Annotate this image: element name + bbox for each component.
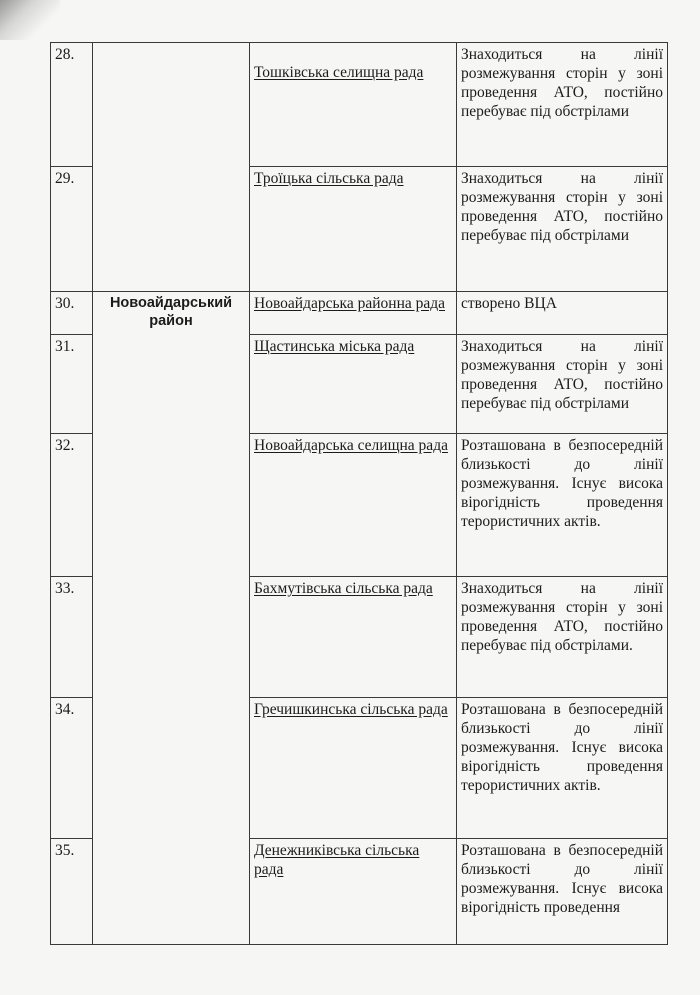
council-description: Знаходиться на лінії розмежування сторін у зоні проведення АТО, постійно перебуває під обстрілами [457, 335, 668, 434]
council-description: Розташована в безпосередній близькості до лінії розмежування. Існує висока вірогідність проведення [457, 839, 668, 945]
council-description: Знаходиться на лінії розмежування сторін у зоні проведення АТО, постійно перебуває під обстрілами [457, 167, 668, 292]
council-description: Розташована в безпосередній близькості до лінії розмежування. Існує висока вірогідність проведення терористичних актів. [457, 698, 668, 839]
table-row [51, 43, 668, 167]
district-name: Новоайдарський район [93, 292, 250, 945]
council-name: Щастинська міська рада [250, 335, 457, 434]
council-name: Новоайдарська селищна рада [250, 434, 457, 577]
row-number: 32. [51, 434, 93, 577]
row-number: 29. [51, 167, 93, 292]
council-description: Розташована в безпосередній близькості до лінії розмежування. Існує висока вірогідність проведення терористичних актів. [457, 434, 668, 577]
row-number: 28. [51, 43, 93, 167]
council-name: Гречишкинська сільська рада [250, 698, 457, 839]
row-number: 34. [51, 698, 93, 839]
row-number: 31. [51, 335, 93, 434]
page-corner-shadow [0, 0, 60, 40]
council-name: Бахмутівська сільська рада [250, 577, 457, 698]
row-number: 33. [51, 577, 93, 698]
row-number: 30. [51, 292, 93, 335]
council-name: Тошківська селищна рада [250, 43, 457, 167]
district-cell-empty [93, 43, 250, 292]
council-description: Знаходиться на лінії розмежування сторін у зоні проведення АТО, постійно перебуває під обстрілами [457, 43, 668, 167]
council-description: Знаходиться на лінії розмежування сторін у зоні проведення АТО, постійно перебуває під обстрілами. [457, 577, 668, 698]
table-row [51, 292, 668, 335]
row-number: 35. [51, 839, 93, 945]
council-name: Новоайдарська районна рада [250, 292, 457, 335]
councils-table [50, 42, 668, 945]
council-description: створено ВЦА [457, 292, 668, 335]
council-name: Троїцька сільська рада [250, 167, 457, 292]
council-name: Денежниківська сільська рада [250, 839, 457, 945]
